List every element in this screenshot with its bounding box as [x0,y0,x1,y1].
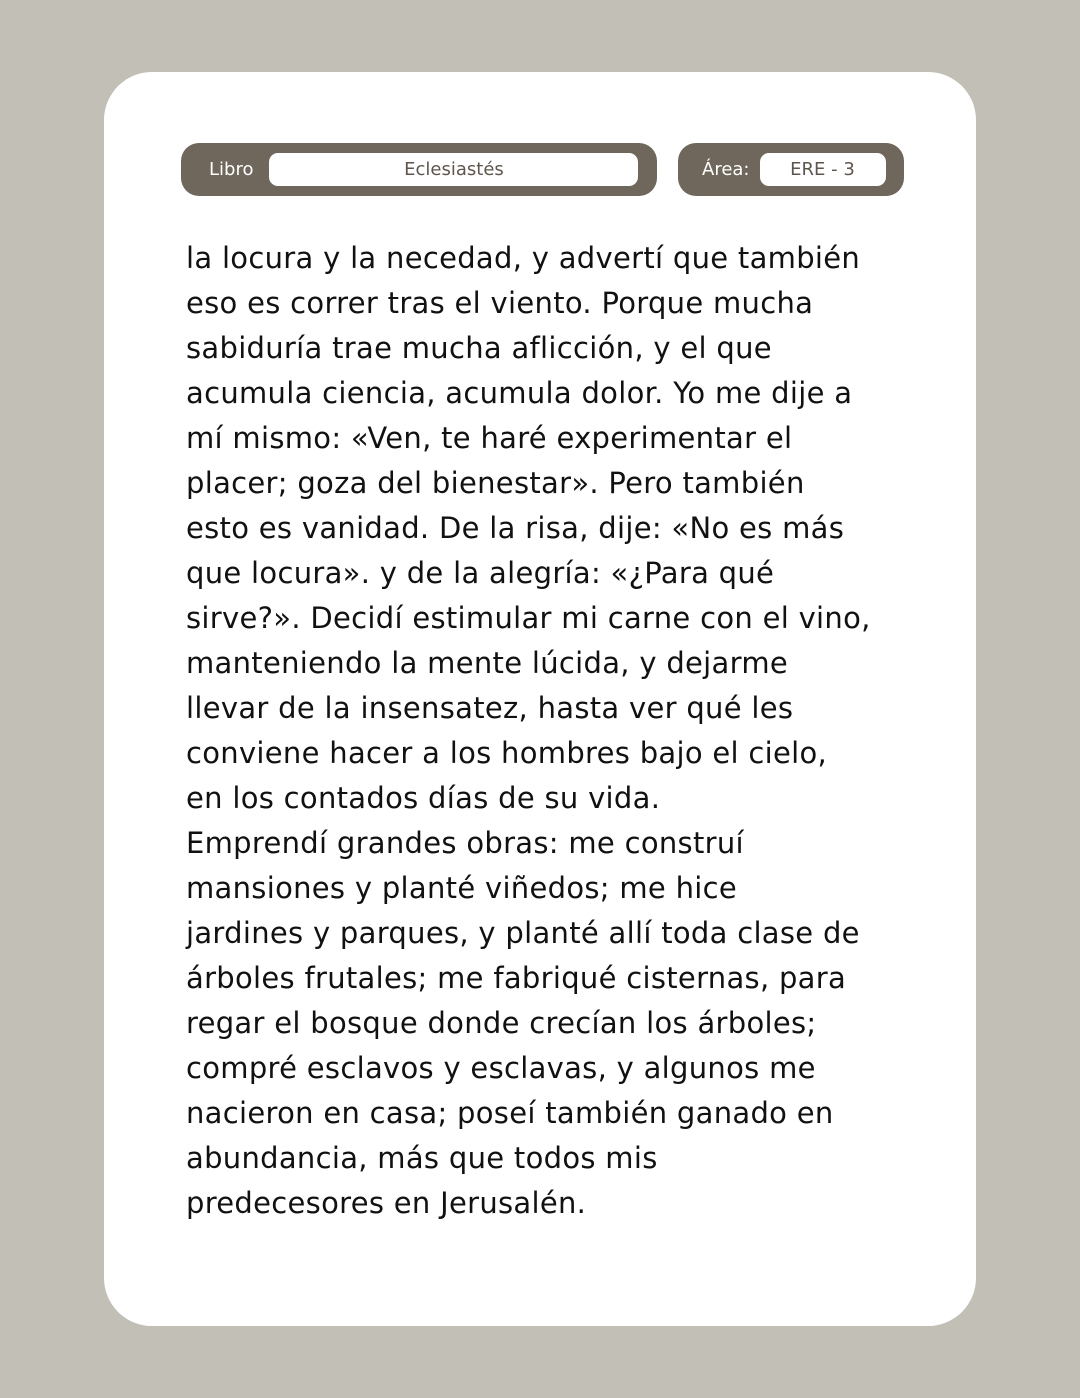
text-line: mansiones y planté viñedos; me hice [186,871,738,905]
text-line: que locura». y de la alegría: «¿Para qué [186,556,775,590]
text-line: compré esclavos y esclavas, y algunos me [186,1051,816,1085]
text-line: Emprendí grandes obras: me construí [186,826,744,860]
text-line: abundancia, más que todos mis [186,1141,658,1175]
text-line: regar el bosque donde crecían los árboles; [186,1006,817,1040]
area-field [678,143,904,196]
text-line: jardines y parques, y planté allí toda clase de [186,916,860,950]
text-line: eso es correr tras el viento. Porque mucha [186,286,814,320]
text-line: mí mismo: «Ven, te haré experimentar el [186,421,793,455]
text-line: nacieron en casa; poseí también ganado en [186,1096,834,1130]
area-value: ERE - 3 [760,153,886,186]
book-field [181,143,657,196]
text-line: placer; goza del bienestar». Pero también [186,466,805,500]
book-value: Eclesiastés [269,153,638,186]
text-line: sirve?». Decidí estimular mi carne con el vino, [186,601,871,635]
text-line: llevar de la insensatez, hasta ver qué les [186,691,794,725]
text-line: árboles frutales; me fabriqué cisternas, para [186,961,847,995]
text-line: sabiduría trae mucha aflicción, y el que [186,331,772,365]
text-line: esto es vanidad. De la risa, dije: «No es más [186,511,845,545]
text-line: conviene hacer a los hombres bajo el cielo, [186,736,828,770]
text-line: en los contados días de su vida. [186,781,661,815]
text-line: acumula ciencia, acumula dolor. Yo me dije a [186,376,853,410]
book-label: Libro [209,159,254,180]
area-label: Área: [702,159,750,180]
text-line: predecesores en Jerusalén. [186,1186,587,1220]
text-line: la locura y la necedad, y advertí que también [186,241,861,275]
text-line: manteniendo la mente lúcida, y dejarme [186,646,789,680]
body-text [186,236,906,1226]
